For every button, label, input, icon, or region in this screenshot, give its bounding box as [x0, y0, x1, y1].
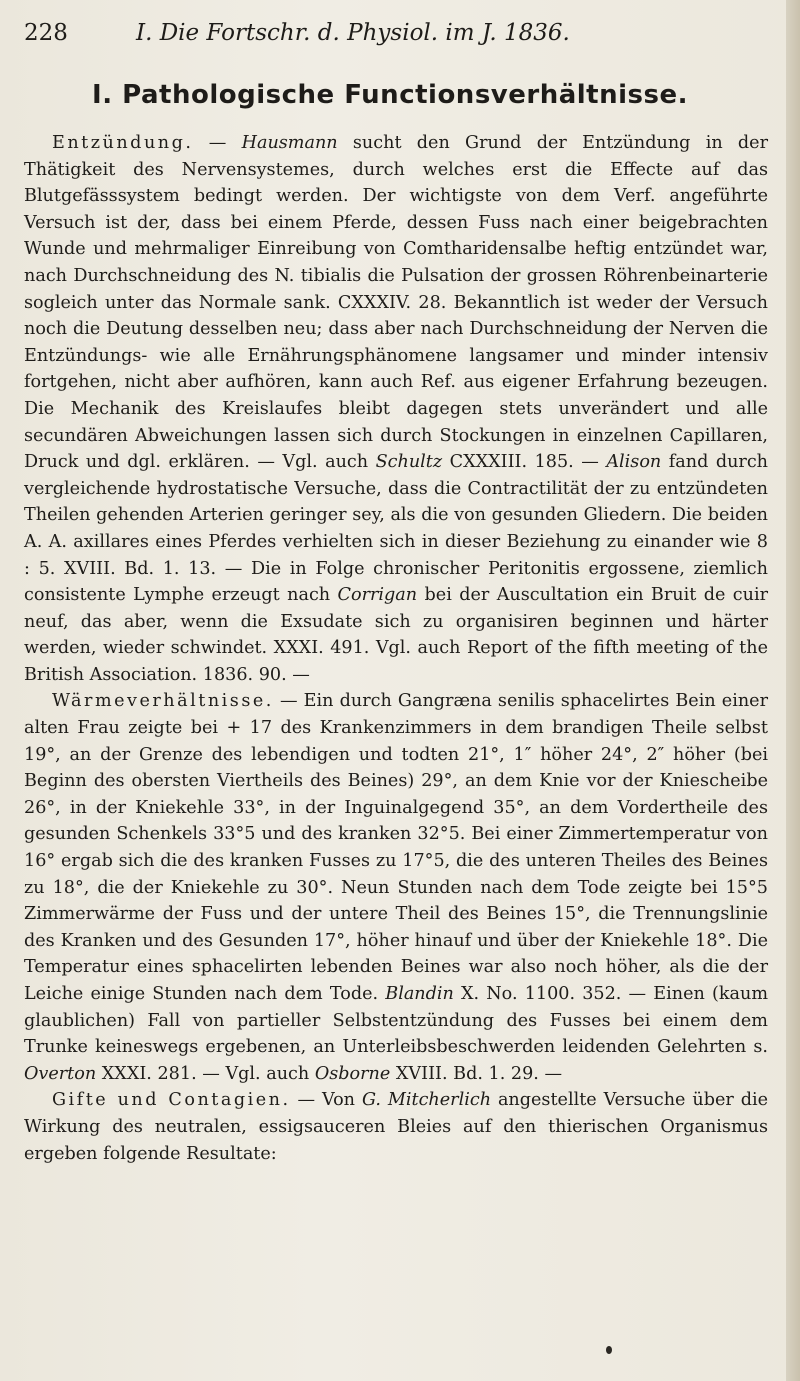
- text-run: — Ein durch Gangræna senilis sphacelirtes Bein einer alten Frau zeigte bei + 17 des Krankenzimmers in dem brandigen Theile selbst 19°, an der Grenze des lebendigen und todten 21°, 1″ höher 24°, 2″ höher (bei Beginn des obersten Viertheils des Beines) 29°, an dem Knie vor der Kniescheibe 26°, in der Kniekehle 33°, in der Inguinalgegend 35°, an dem Vordertheile des gesunden Schenkels 33°5 und des kranken 32°5. Bei einer Zimmertemperatur von 16° ergab sich die des kranken Fusses zu 17°5, die des unteren Theiles des Beines zu 18°, die der Kniekehle zu 30°. Neun Stunden nach dem Tode zeigte bei 15°5 Zimmerwärme der Fuss und der untere Theil des Beines 15°, die Trennungslinie des Kranken und des Gesunden 17°, höher hinauf und über der Kniekehle 18°. Die Temperatur eines sphacelirten lebenden Beines war also noch höher, als die der Leiche einige Stunden nach dem Tode.: [24, 691, 768, 1004]
- body-text: [24, 130, 768, 1167]
- author-name: Overton: [24, 1063, 97, 1084]
- author-name: Schultz: [375, 452, 443, 473]
- text-run: X. No. 1100. 352. — Einen (kaum glaublichen) Fall von partieller Selbstentzündung des Fusses bei einem dem Trunke keineswegs ergebenen, an Unterleibsbeschwerden leidenden Gelehrten s.: [24, 984, 768, 1058]
- text-run: sucht den Grund der Entzündung in der Thätigkeit des Nervensystemes, durch welches erst die Effecte auf das Blutgefässsystem bedingt werden. Der wichtigste von dem Verf. angeführte Versuch ist der, dass bei einem Pferde, dessen Fuss nach einer beigebrachten Wunde und mehrmaliger Einreibung von Comtharidensalbe heftig entzündet war, nach Durchschneidung des N. tibialis die Pulsation der grossen Röhrenbeinarterie sogleich unter das Normale sank. CXXXIV. 28. Bekanntlich ist weder der Versuch noch die Deutung desselben neu; dass aber nach Durchschneidung der Nerven die Entzündungs- wie alle Ernährungsphänomene langsamer und minder intensiv fortgehen, nicht aber aufhören, kann auch Ref. aus eigener Erfahrung bezeugen. Die Mechanik des Kreislaufes bleibt dagegen stets unverändert und alle secundären Abweichungen lassen sich durch Stockungen in einzelnen Capillaren, Druck und dgl. erklären. — Vgl. auch: [24, 133, 769, 473]
- text-run: bei der Auscultation ein Bruit de cuir neuf, das aber, wenn die Exsudate sich zu organisiren beginnen und härter werden, wieder schwindet. XXXI. 491. Vgl. auch Report of the fifth meeting of the British Association. 1836. 90. —: [24, 585, 768, 685]
- text-run: fand durch vergleichende hydrostatische Versuche, dass die Contractilität der zu entzündeten Theilen gehenden Arterien geringer sey, als die von gesunden Gliedern. Die beiden A. A. axillares eines Pferdes verhielten sich in dieser Beziehung zu einander wie 8 : 5. XVIII. Bd. 1. 13. — Die in Folge chronischer Peritonitis ergossene, ziemlich consistente Lymphe erzeugt nach: [24, 452, 769, 606]
- paragraph-heading: Wärmeverhältnisse.: [52, 691, 274, 712]
- paragraph-heading: Gifte und Contagien.: [52, 1090, 291, 1111]
- ink-speck: [606, 1346, 612, 1354]
- paragraph-waermeverhaeltnisse: [24, 688, 768, 1087]
- page-edge: [786, 0, 800, 1381]
- paragraph-gifte-und-contagien: [24, 1087, 768, 1167]
- author-name: Hausmann: [241, 133, 338, 153]
- page-number: 228: [24, 20, 68, 46]
- text-run: —: [193, 133, 242, 153]
- running-header: [24, 20, 724, 50]
- section-title: I. Pathologische Functionsverhältnisse.: [92, 80, 688, 110]
- author-name: G. Mitcherlich: [361, 1090, 492, 1111]
- paragraph-heading: Entzündung.: [52, 133, 194, 153]
- author-name: Blandin: [385, 984, 454, 1004]
- text-run: angestellte Versuche über die Wirkung des neutralen, essigsauceren Bleies auf den thierischen Organismus ergeben folgende Resultate:: [24, 1090, 768, 1164]
- text-run: CXXXIII. 185. —: [442, 452, 607, 473]
- author-name: Corrigan: [337, 585, 418, 606]
- text-run: — Von: [290, 1090, 362, 1111]
- paragraph-entzuendung: [24, 130, 768, 688]
- author-name: Alison: [606, 452, 662, 473]
- text-run: XXXI. 281. — Vgl. auch: [96, 1063, 315, 1084]
- running-title: I. Die Fortschr. d. Physiol. im J. 1836.: [136, 20, 570, 46]
- text-run: XVIII. Bd. 1. 29. —: [390, 1063, 563, 1084]
- author-name: Osborne: [314, 1063, 391, 1084]
